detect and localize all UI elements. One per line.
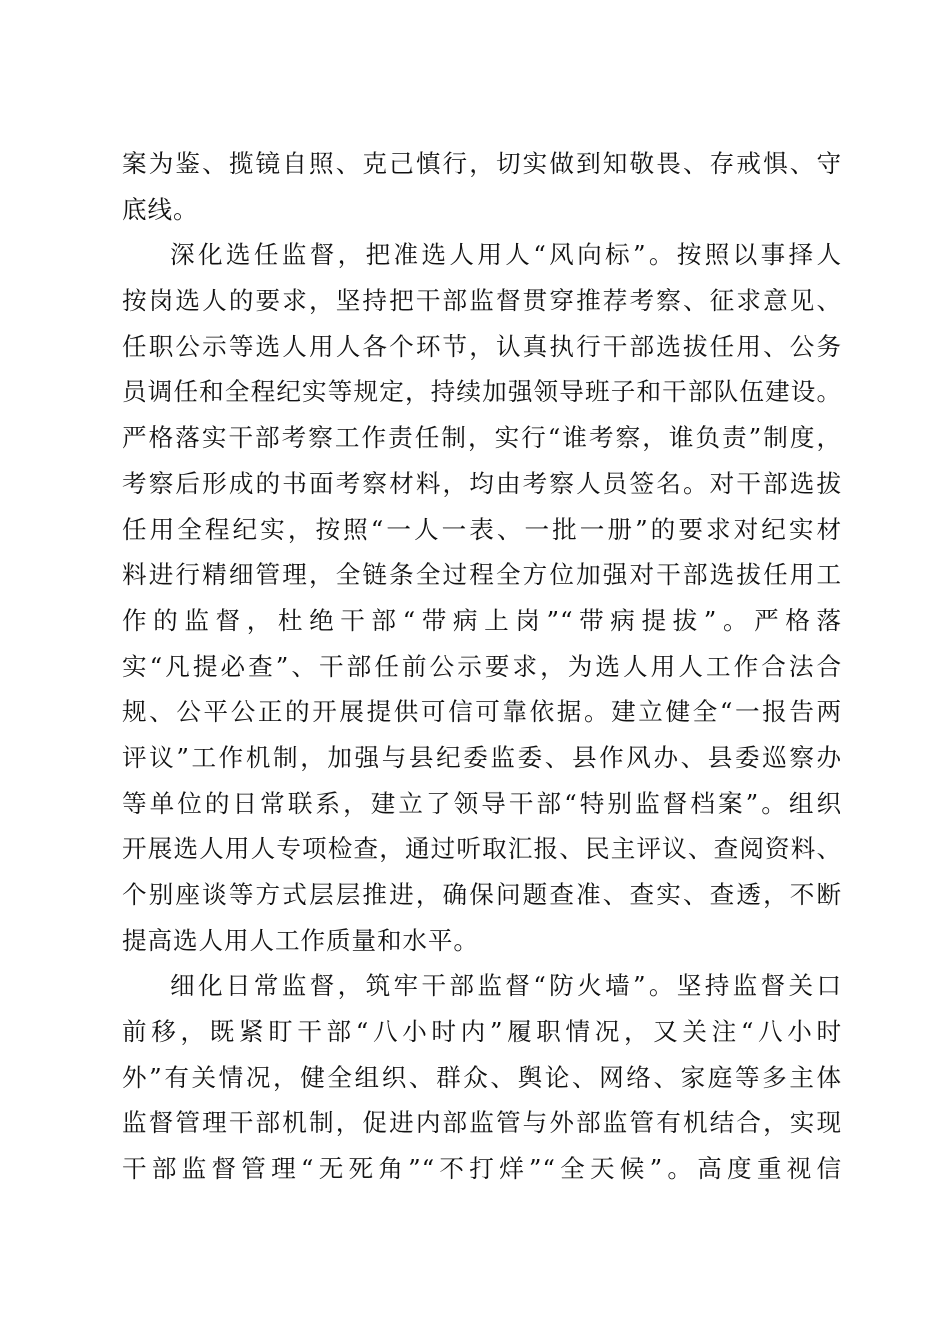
text-line: 监督管理干部机制，促进内部监管与外部监管有机结合，实现 <box>122 1108 842 1138</box>
text-line: 任职公示等选人用人各个环节，认真执行干部选拔任用、公务 <box>122 331 842 361</box>
text-line: 员调任和全程纪实等规定，持续加强领导班子和干部队伍建设。 <box>122 377 842 407</box>
text-line: 深化选任监督，把准选人用人“风向标”。按照以事择人 <box>170 240 842 270</box>
text-line: 案为鉴、揽镜自照、克己慎行，切实做到知敬畏、存戒惧、守 <box>122 149 842 178</box>
text-line: 干部监督管理“无死角”“不打烊”“全天候”。高度重视信 <box>122 1154 842 1184</box>
text-line: 作的监督，杜绝干部“带病上岗”“带病提拔”。严格落 <box>122 605 842 635</box>
text-line: 评议”工作机制，加强与县纪委监委、县作风办、县委巡察办 <box>122 742 842 772</box>
text-line: 实“凡提必查”、干部任前公示要求，为选人用人工作合法合 <box>122 651 842 681</box>
text-line: 考察后形成的书面考察材料，均由考察人员签名。对干部选拔 <box>122 468 842 498</box>
text-line: 料进行精细管理，全链条全过程全方位加强对干部选拔任用工 <box>122 560 842 590</box>
text-line: 开展选人用人专项检查，通过听取汇报、民主评议、查阅资料、 <box>122 834 842 864</box>
text-line: 任用全程纪实，按照“一人一表、一批一册”的要求对纪实材 <box>122 514 842 544</box>
text-line: 提高选人用人工作质量和水平。 <box>122 925 479 955</box>
text-line: 等单位的日常联系，建立了领导干部“特别监督档案”。组织 <box>122 788 842 818</box>
text-line: 前移，既紧盯干部“八小时内”履职情况，又关注“八小时 <box>122 1017 842 1047</box>
text-line: 细化日常监督，筑牢干部监督“防火墙”。坚持监督关口 <box>170 971 842 1001</box>
document-body <box>122 141 842 1192</box>
text-line: 严格落实干部考察工作责任制，实行“谁考察，谁负责”制度， <box>122 423 842 453</box>
text-line: 底线。 <box>122 194 199 224</box>
text-line: 个别座谈等方式层层推进，确保问题查准、查实、查透，不断 <box>122 880 842 909</box>
text-line: 外”有关情况，健全组织、群众、舆论、网络、家庭等多主体 <box>122 1062 842 1092</box>
text-line: 按岗选人的要求，坚持把干部监督贯穿推荐考察、征求意见、 <box>122 286 842 316</box>
text-line: 规、公平公正的开展提供可信可靠依据。建立健全“一报告两 <box>122 697 842 727</box>
